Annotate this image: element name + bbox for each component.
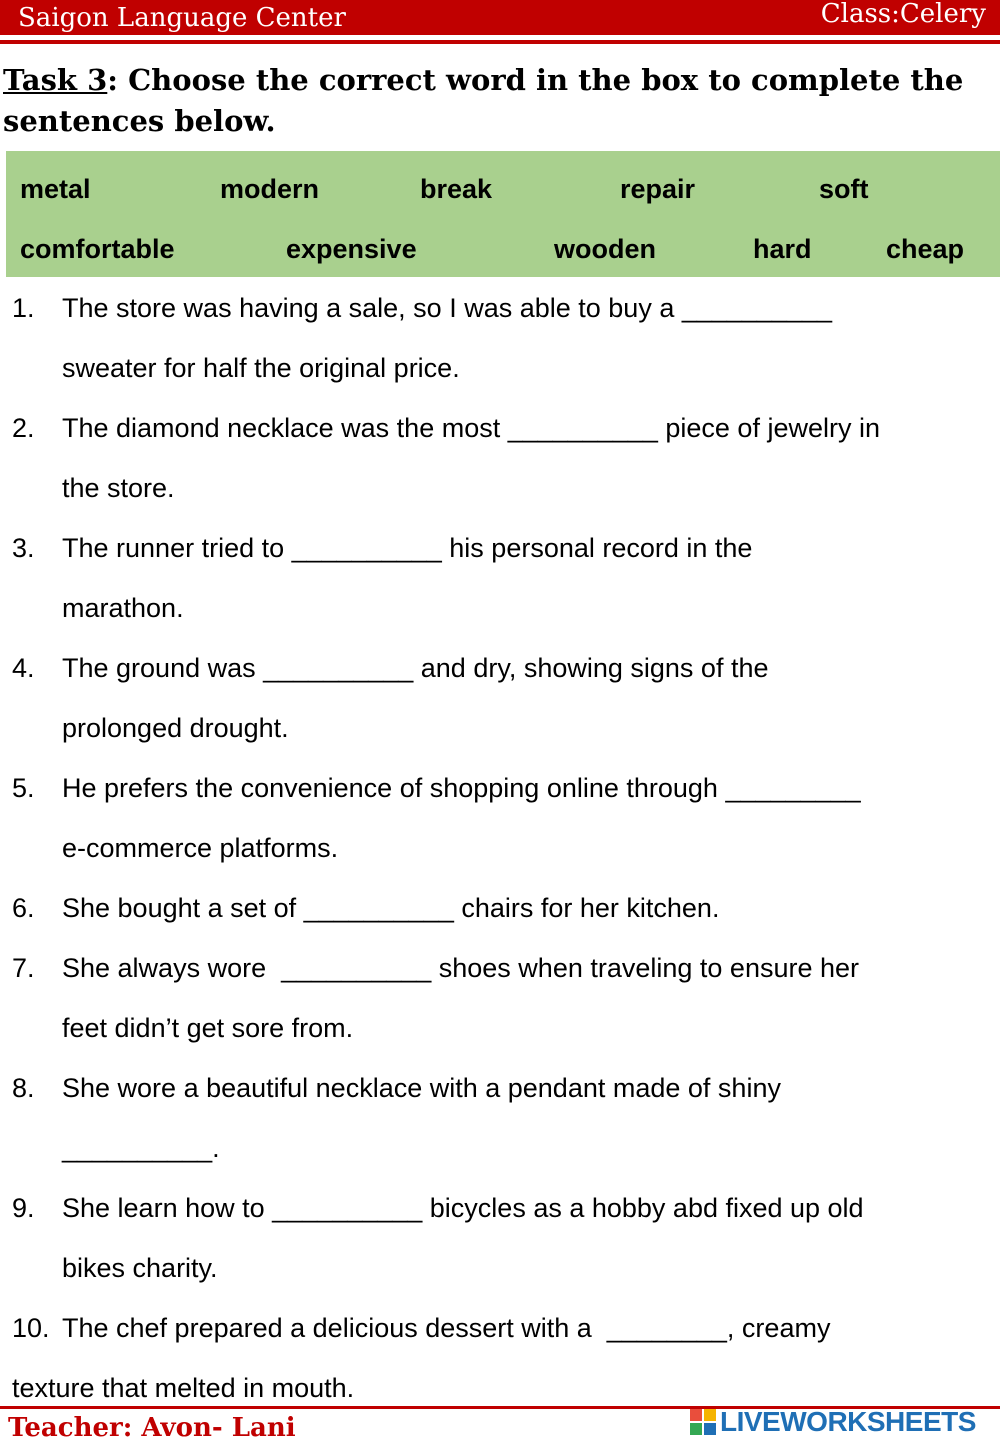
sentence-text: e-commerce platforms. bbox=[62, 833, 339, 863]
teacher-credit: Teacher: Avon- Lani bbox=[8, 1413, 296, 1443]
sentence-text: She bought a set of __________ chairs for her kitchen. bbox=[62, 893, 720, 923]
word-comfortable: comfortable bbox=[20, 234, 175, 264]
word-cheap: cheap bbox=[886, 234, 965, 264]
sentence-text: The ground was __________ and dry, showing signs of the bbox=[62, 653, 769, 683]
brand-name: LIVEWORKSHEETS bbox=[720, 1406, 976, 1437]
liveworksheets-brand bbox=[690, 1405, 976, 1439]
sentence-number: 7. bbox=[12, 953, 35, 983]
word-repair: repair bbox=[620, 174, 696, 204]
sentence-text: He prefers the convenience of shopping online through _________ bbox=[62, 773, 861, 803]
word-wooden: wooden bbox=[554, 234, 656, 264]
sentence-text: The store was having a sale, so I was able to buy a __________ bbox=[62, 293, 833, 323]
word-metal: metal bbox=[20, 174, 91, 204]
class-label: Class:Celery bbox=[820, 0, 986, 29]
sentence-text: texture that melted in mouth. bbox=[12, 1373, 355, 1403]
sentence-number: 9. bbox=[12, 1193, 35, 1223]
sentence-text: prolonged drought. bbox=[62, 713, 289, 743]
word-expensive: expensive bbox=[286, 234, 417, 264]
sentence-number: 2. bbox=[12, 413, 35, 443]
sentence-text: the store. bbox=[62, 473, 175, 503]
word-hard: hard bbox=[753, 234, 812, 264]
liveworksheets-logo-icon bbox=[690, 1409, 716, 1435]
sentence-text: The runner tried to __________ his personal record in the bbox=[62, 533, 753, 563]
sentence-text: feet didn’t get sore from. bbox=[62, 1013, 354, 1043]
sentence-number: 10. bbox=[12, 1313, 50, 1343]
sentence-text: marathon. bbox=[62, 593, 184, 623]
sentence-text: sweater for half the original price. bbox=[62, 353, 460, 383]
sentence-number: 6. bbox=[12, 893, 35, 923]
sentence-number: 4. bbox=[12, 653, 35, 683]
task-instruction: : Choose the correct word in the box to complete the sentences below. bbox=[3, 63, 964, 138]
sentence-text: bikes charity. bbox=[62, 1253, 218, 1283]
sentence-text: She wore a beautiful necklace with a pendant made of shiny bbox=[62, 1073, 781, 1103]
sentence-text: She learn how to __________ bicycles as a hobby abd fixed up old bbox=[62, 1193, 864, 1223]
sentence-text: __________. bbox=[62, 1133, 220, 1163]
sentence-number: 8. bbox=[12, 1073, 35, 1103]
sentence-text: The diamond necklace was the most __________ piece of jewelry in bbox=[62, 413, 880, 443]
word-soft: soft bbox=[819, 174, 869, 204]
sentence-number: 1. bbox=[12, 293, 35, 323]
center-name: Saigon Language Center bbox=[18, 3, 346, 33]
sentence-text: She always wore __________ shoes when traveling to ensure her bbox=[62, 953, 860, 983]
sentence-text: The chef prepared a delicious dessert with a ________, creamy bbox=[62, 1313, 831, 1343]
word-modern: modern bbox=[220, 174, 320, 204]
sentence-number: 3. bbox=[12, 533, 35, 563]
sentence-number: 5. bbox=[12, 773, 35, 803]
task-label: Task 3 bbox=[3, 63, 108, 97]
word-break: break bbox=[420, 174, 493, 204]
